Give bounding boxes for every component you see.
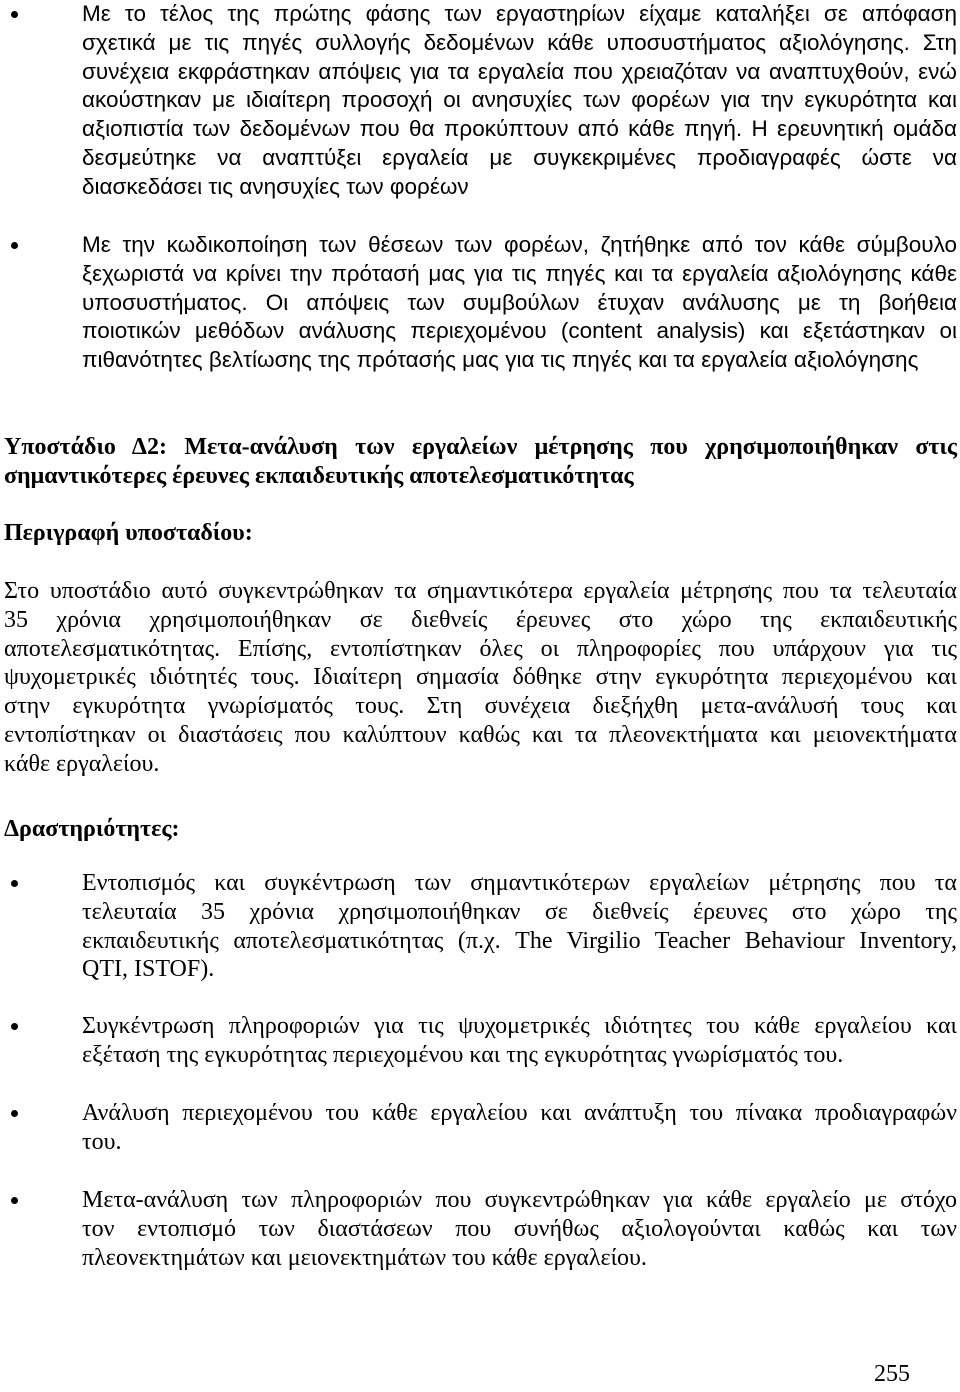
- text-line: τελευταία 35 χρόνια χρησιμοποιήθηκαν σε διεθνείς έρευνες στο χώρο της: [82, 898, 957, 925]
- page-number: 255: [874, 1361, 910, 1387]
- text-line: ξεχωριστά να κρίνει την πρότασή μας για τις πηγές και τα εργαλεία αξιολόγησης κάθε: [82, 260, 957, 286]
- activities-label-block: [4, 815, 957, 844]
- text-line: του.: [82, 1128, 122, 1155]
- bullet-icon: [11, 1110, 18, 1117]
- text-line: Μετα-ανάλυση των πληροφοριών που συγκεντρώθηκαν για κάθε εργαλείο με στόχο: [82, 1187, 957, 1213]
- bullet-icon: [11, 1023, 18, 1030]
- text-line: 35 χρόνια χρησιμοποιήθηκαν σε διεθνείς έρευνες στο χώρο της εκπαιδευτικής: [4, 606, 957, 633]
- text-line: ποιοτικών μεθόδων ανάλυσης περιεχομένου (content analysis) και εξετάστηκαν οι: [82, 318, 957, 344]
- bullet-icon: [11, 11, 18, 18]
- bullet-icon: [11, 242, 18, 249]
- text-line: Συγκέντρωση πληροφοριών για τις ψυχομετρικές ιδιότητες του κάθε εργαλείου και: [82, 1013, 957, 1039]
- text-line: Εντοπισμός και συγκέντρωση των σημαντικότερων εργαλείων μέτρησης που τα: [82, 870, 957, 896]
- text-line: Στο υποστάδιο αυτό συγκεντρώθηκαν τα σημαντικότερα εργαλεία μέτρησης που τα τελευταία: [4, 578, 957, 604]
- text-line: Με την κωδικοποίηση των θέσεων των φορέων, ζητήθηκε από τον κάθε σύμβουλο: [82, 232, 957, 257]
- text-line: συνέχεια εκφράστηκαν απόψεις για τα εργαλεία που χρειαζόταν να αναπτυχθούν, ενώ: [82, 58, 957, 84]
- description-label-block: [4, 519, 957, 548]
- bullet-icon: [11, 880, 18, 887]
- text-line: πλεονεκτημάτων και μειονεκτημάτων του κάθε εργαλείου.: [82, 1244, 647, 1271]
- text-line: υποσυστήματος. Οι απόψεις των συμβούλων έτυχαν ανάλυσης με τη βοήθεια: [82, 289, 957, 315]
- text-line: αποτελεσματικότητας. Επίσης, εντοπίστηκαν όλες οι πληροφορίες που υπάρχουν για τις: [4, 635, 957, 662]
- text-line: Με το τέλος της πρώτης φάσης των εργαστηρίων είχαμε καταλήξει σε απόφαση: [82, 1, 957, 26]
- activity-item: [82, 1099, 957, 1157]
- text-line: Ανάλυση περιεχομένου του κάθε εργαλείου και ανάπτυξη του πίνακα προδιαγραφών: [82, 1100, 957, 1126]
- text-line: ακούστηκαν με ιδιαίτερη προσοχή οι ανησυχίες των φορέων για την εγκυρότητα και: [82, 87, 957, 113]
- heading-line: Υποστάδιο Δ2: Μετα-ανάλυση των εργαλείων μέτρησης που χρησιμοποιήθηκαν στις: [4, 434, 957, 460]
- text-line: εξέταση της εγκυρότητας περιεχομένου και της εγκυρότητας γνωρίσματός του.: [82, 1041, 844, 1068]
- text-line: QTI, ISTOF).: [82, 956, 215, 983]
- text-line: δεσμεύτηκε να αναπτύξει εργαλεία με συγκεκριμένες προδιαγραφές ώστε να: [82, 144, 957, 170]
- bullet-icon: [11, 1197, 18, 1204]
- activity-item: [82, 1012, 957, 1070]
- text-line: τον εντοπισμό των διαστάσεων που συνήθως αξιολογούνται καθώς και των: [82, 1215, 957, 1242]
- text-line: εκπαιδευτικής αποτελεσματικότητας (π.χ. The Virgilio Teacher Behaviour Inventory,: [82, 927, 957, 954]
- activities-label: Δραστηριότητες:: [4, 816, 180, 842]
- text-line: σχετικά με τις πηγές συλλογής δεδομένων κάθε υποσυστήματος αξιολόγησης. Στη: [82, 29, 957, 55]
- text-line: αξιοπιστία των δεδομένων που θα προκύπτουν από κάθε πηγή. Η ερευνητική ομάδα: [82, 116, 957, 142]
- text-line: ψυχομετρικές ιδιότητές τους. Ιδιαίτερη σημασία δόθηκε στην εγκυρότητα περιεχομένου και: [4, 664, 957, 691]
- activity-item: [82, 1186, 957, 1272]
- text-line: κάθε εργαλείου.: [4, 750, 160, 777]
- text-line: διασκεδάσει τις ανησυχίες των φορέων: [82, 173, 469, 199]
- activity-item: [82, 869, 957, 984]
- heading-line: σημαντικότερες έρευνες εκπαιδευτικής αποτελεσματικότητας: [4, 462, 634, 489]
- intro-bullet-item: [82, 231, 957, 375]
- description-label: Περιγραφή υποσταδίου:: [4, 520, 253, 546]
- description-paragraph: [4, 577, 957, 779]
- text-line: στην εγκυρότητα γνωρίσματός τους. Στη συνέχεια διεξήχθη μετα-ανάλυσή τους και: [4, 693, 957, 720]
- text-line: πιθανότητες βελτίωσης της πρότασής μας για τις πηγές και τα εργαλεία αξιολόγησης: [82, 347, 919, 373]
- substage-heading: [4, 433, 957, 491]
- text-line: εντοπίστηκαν οι διαστάσεις που καλύπτουν καθώς και τα πλεονεκτήματα και μειονεκτήματα: [4, 721, 957, 748]
- intro-bullet-item: [82, 0, 957, 202]
